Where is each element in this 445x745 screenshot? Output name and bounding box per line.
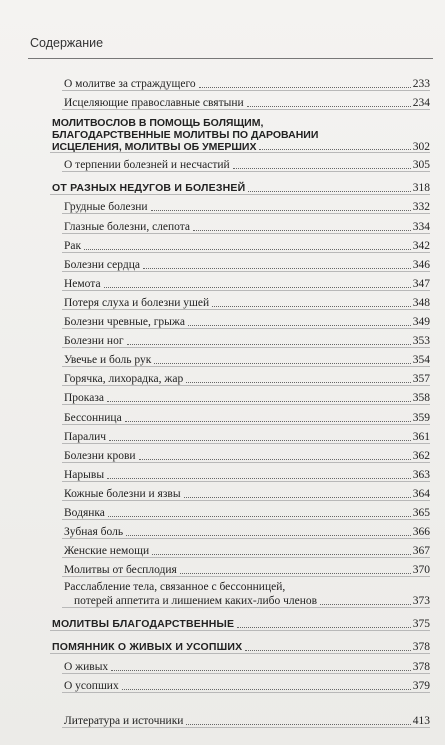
- divider: [50, 630, 430, 631]
- toc-entry[interactable]: [52, 72, 430, 91]
- toc-entry[interactable]: [52, 272, 430, 291]
- heading-line: МОЛИТВОСЛОВ В ПОМОЩЬ БОЛЯЩИМ,: [52, 117, 264, 130]
- dot-leader: [186, 724, 410, 725]
- toc-entry-page: 365: [412, 506, 430, 519]
- dot-leader: [127, 344, 411, 345]
- dot-leader: [111, 670, 411, 671]
- toc-group-pomyannik: [52, 635, 430, 692]
- toc-entry-page: 357: [412, 373, 430, 386]
- toc-heading-page: 302: [412, 141, 430, 154]
- toc-entry-page: 359: [412, 411, 430, 424]
- toc-entry-title: Горячка, лихорадка, жар: [64, 373, 184, 386]
- toc-entry-title: О усопших: [64, 679, 119, 692]
- toc-entry-title: Увечье и боль рук: [64, 354, 152, 367]
- toc-entry[interactable]: [52, 195, 430, 214]
- toc-heading-title: ПОМЯННИК О ЖИВЫХ И УСОПШИХ: [52, 641, 243, 654]
- dot-leader: [186, 382, 411, 383]
- divider: [62, 607, 430, 608]
- dot-leader: [126, 535, 411, 536]
- toc-section-heading[interactable]: [52, 635, 430, 654]
- table-of-contents: [52, 72, 430, 728]
- dot-leader: [245, 650, 410, 651]
- dot-leader: [108, 516, 411, 517]
- dot-leader: [107, 478, 411, 479]
- toc-entry-title: Молитвы от бесплодия: [64, 564, 177, 577]
- dot-leader: [212, 306, 411, 307]
- toc-entry[interactable]: [52, 329, 430, 348]
- toc-entry-page: 379: [412, 679, 430, 692]
- toc-entry-page: 364: [412, 487, 430, 500]
- toc-entry-title: Болезни чревные, грыжа: [64, 316, 185, 329]
- toc-entry-page: 332: [412, 201, 430, 214]
- toc-entry-page: 361: [412, 430, 430, 443]
- toc-group-continued: [52, 72, 430, 110]
- toc-entry-page: 373: [412, 595, 430, 608]
- toc-entry-title: О молитве за страждущего: [64, 78, 196, 91]
- dot-leader: [237, 627, 411, 628]
- dot-leader: [199, 87, 411, 88]
- toc-entry-page: 334: [412, 220, 430, 233]
- spacer: [52, 693, 430, 709]
- toc-entry-page: 362: [412, 449, 430, 462]
- toc-entry-page: 354: [412, 354, 430, 367]
- toc-heading-page: 318: [412, 182, 430, 195]
- divider: [62, 692, 430, 693]
- toc-entry[interactable]: [52, 234, 430, 253]
- dot-leader: [152, 554, 411, 555]
- toc-entry[interactable]: [52, 709, 430, 728]
- dot-leader: [180, 573, 411, 574]
- toc-entry-title: О терпении болезней и несчастий: [64, 159, 230, 172]
- toc-entry-title: Нарывы: [64, 468, 105, 481]
- toc-entry-page: 347: [412, 277, 430, 290]
- divider: [62, 171, 430, 172]
- dot-leader: [84, 249, 411, 250]
- heading-line: ИСЦЕЛЕНИЯ, МОЛИТВЫ ОБ УМЕРШИХ: [52, 141, 257, 154]
- toc-section-heading[interactable]: [52, 176, 430, 195]
- toc-entry[interactable]: [52, 539, 430, 558]
- dot-leader: [107, 401, 411, 402]
- toc-entry-title: Немота: [64, 277, 101, 290]
- toc-entry-title: Зубная боль: [64, 526, 124, 539]
- toc-entry[interactable]: [52, 463, 430, 482]
- dot-leader: [193, 230, 411, 231]
- toc-entry-page: 358: [412, 392, 430, 405]
- toc-entry-page: 370: [412, 564, 430, 577]
- dot-leader: [143, 268, 411, 269]
- dot-leader: [109, 440, 411, 441]
- toc-entry[interactable]: [52, 386, 430, 405]
- toc-entry[interactable]: [52, 91, 430, 110]
- toc-entry-title: Бессонница: [64, 411, 122, 424]
- toc-group-blagodarstvennye: [52, 612, 430, 631]
- toc-entry[interactable]: [52, 482, 430, 501]
- toc-entry-title: Женские немощи: [64, 545, 150, 558]
- toc-entry-page: 413: [412, 714, 430, 727]
- toc-entry[interactable]: [52, 425, 430, 444]
- toc-heading-title: ОТ РАЗНЫХ НЕДУГОВ И БОЛЕЗНЕЙ: [52, 182, 246, 195]
- toc-entry-title: Проказа: [64, 392, 104, 405]
- toc-entry-title: Паралич: [64, 430, 107, 443]
- dot-leader: [233, 168, 411, 169]
- toc-entry-page: 233: [412, 78, 430, 91]
- toc-entry-page: 363: [412, 468, 430, 481]
- divider: [62, 727, 430, 728]
- toc-entry-page: 346: [412, 258, 430, 271]
- toc-group-nedugi: [52, 176, 430, 608]
- toc-entry[interactable]: [52, 253, 430, 272]
- toc-entry[interactable]: [52, 501, 430, 520]
- toc-entry-page: 349: [412, 316, 430, 329]
- toc-entry-page: 367: [412, 545, 430, 558]
- toc-group-literature: [52, 709, 430, 728]
- toc-heading-title: МОЛИТВЫ БЛАГОДАРСТВЕННЫЕ: [52, 618, 235, 631]
- toc-entry-wrapped[interactable]: [52, 577, 430, 608]
- toc-entry-title: Потеря слуха и болезни ушей: [64, 296, 210, 309]
- toc-entry-page: 348: [412, 296, 430, 309]
- toc-entry[interactable]: [52, 520, 430, 539]
- toc-entry[interactable]: [52, 674, 430, 693]
- toc-entry[interactable]: [52, 558, 430, 577]
- toc-entry[interactable]: [52, 405, 430, 424]
- toc-entry[interactable]: [52, 214, 430, 233]
- toc-entry-title-line: потерей аппетита и лишением каких-либо членов: [74, 595, 318, 608]
- dot-leader: [122, 689, 411, 690]
- toc-entry-title: Болезни ног: [64, 335, 124, 348]
- toc-entry-page: 342: [412, 239, 430, 252]
- dot-leader: [320, 604, 411, 605]
- toc-entry-title: Литература и источники: [64, 714, 184, 727]
- dot-leader: [139, 459, 411, 460]
- dot-leader: [104, 287, 411, 288]
- toc-entry-title: Рак: [64, 239, 82, 252]
- toc-entry-title: Грудные болезни: [64, 201, 148, 214]
- toc-entry[interactable]: [52, 153, 430, 172]
- dot-leader: [259, 149, 410, 150]
- toc-entry-list: [52, 195, 430, 577]
- divider: [62, 109, 430, 110]
- dot-leader: [247, 106, 411, 107]
- heading-line: БЛАГОДАРСТВЕННЫЕ МОЛИТВЫ ПО ДАРОВАНИИ: [52, 129, 319, 142]
- toc-entry-page: 305: [412, 159, 430, 172]
- toc-group-molitvoslov: [52, 114, 430, 172]
- toc-entry[interactable]: [52, 348, 430, 367]
- toc-entry-title: Болезни сердца: [64, 258, 140, 271]
- toc-entry-title: Водянка: [64, 506, 105, 519]
- toc-entry-page: 378: [412, 660, 430, 673]
- toc-heading-page: 378: [412, 641, 430, 654]
- toc-entry[interactable]: [52, 444, 430, 463]
- toc-entry-page: 366: [412, 526, 430, 539]
- dot-leader: [184, 497, 411, 498]
- toc-section-heading[interactable]: [52, 612, 430, 631]
- header-rule: [28, 58, 433, 59]
- running-head: Содержание: [30, 36, 104, 50]
- dot-leader: [151, 210, 411, 211]
- toc-section-heading[interactable]: [52, 114, 430, 153]
- toc-entry[interactable]: [52, 310, 430, 329]
- toc-entry-page: 353: [412, 335, 430, 348]
- toc-entry-title: Глазные болезни, слепота: [64, 220, 191, 233]
- dot-leader: [248, 191, 410, 192]
- toc-entry[interactable]: [52, 654, 430, 673]
- toc-entry-title: Болезни крови: [64, 449, 136, 462]
- toc-entry-page: 234: [412, 97, 430, 110]
- toc-entry-title: Кожные болезни и язвы: [64, 487, 181, 500]
- toc-entry[interactable]: [52, 367, 430, 386]
- toc-entry-title: Исцеляющие православные святыни: [64, 97, 244, 110]
- toc-heading-page: 375: [412, 618, 430, 631]
- toc-entry[interactable]: [52, 291, 430, 310]
- dot-leader: [188, 325, 411, 326]
- toc-entry-title-line: Расслабление тела, связанное с бессонницей,: [64, 581, 286, 594]
- dot-leader: [154, 363, 410, 364]
- toc-entry-title: О живых: [64, 660, 109, 673]
- dot-leader: [125, 421, 411, 422]
